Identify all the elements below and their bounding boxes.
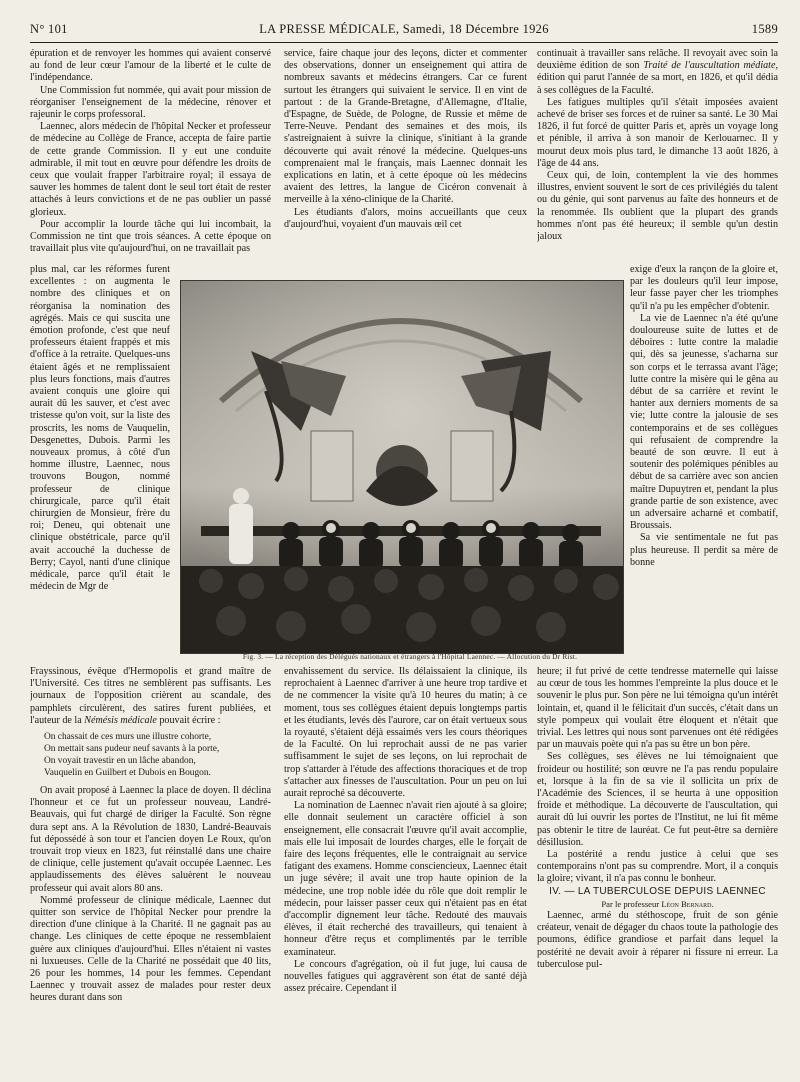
verse-line: Vauquelin en Guilbert et Dubois en Bougon. — [44, 768, 211, 779]
issue-date: Samedi, 18 Décembre 1926 — [402, 22, 549, 36]
column-2-top — [284, 48, 527, 231]
paragraph: Laennec, alors médecin de l'hôpital Necker et professeur de médecine au Collège de France, accepta de faire partie de cette grande Commission. Il y eut une conduite admirable, il mit tout en œuvre pour défendre les droits de ceux que voulait frapper l'arbitraire royal; il essaya de sauver les hommes de talent dont le seul tort était de rester attachés à leurs convictions et de ne pas oublier un passé glorieux. — [30, 121, 271, 218]
column-3-top — [537, 48, 778, 243]
header-rule — [30, 42, 778, 43]
text-run: continuait à travailler sans relâche. Il revoyait avec soin la deuxième édition de son — [537, 48, 778, 72]
column-2-bottom — [284, 666, 527, 995]
running-header — [30, 22, 778, 40]
verse-line: On mettait sans pudeur neuf savants à la porte, — [44, 744, 220, 755]
paragraph: Une Commission fut nommée, qui avait pour mission de réorganiser l'enseignement de la médecine, rénover et rajeunir le corps professoral. — [30, 84, 271, 121]
paragraph: Nommé professeur de clinique médicale, Laennec dut quitter son service de l'hôpital Necker pour prendre la direction d'une clinique à la Charité. Il ne gagnait pas au change. Les cliniques de cette époque ne ressemblaient guère aux cliniques d'aujourd'hui. Elles n'étaient ni vastes ni luxueuses. Celle de la Charité ne possédait que 40 lits, 26 pour les hommes, 14 pour les femmes. Cependant Laennec y trouvait assez de malades pour rester deux heures durant dans son — [30, 894, 271, 1004]
byline — [537, 898, 778, 910]
verse-quote — [30, 731, 271, 779]
column-1-narrow — [30, 264, 170, 593]
paragraph: Ceux qui, de loin, contemplent la vie des hommes illustres, envient souvent le sort de ces privilégiés du talent ou du génie, qui sont parvenus au faîte des honneurs et de la renommée. Ils oublient que la plupart des grands hommes n'ont pas été heureux; il semble qu'un destin jaloux — [537, 170, 778, 243]
verse-line: On chassait de ces murs une illustre cohorte, — [44, 732, 212, 743]
paragraph: Les fatigues multiples qu'il s'était imposées avaient achevé de briser ses forces et de ruiner sa santé. Le 30 Mai 1826, il fut forcé de quitter Paris et, après un voyage long et pénible, il arriva à son manoir de Kerlouarnec. Il y mourut deux mois plus tard, le dimanche 13 août 1826, à l'âge de 44 ans. — [537, 96, 778, 169]
paragraph: exige d'eux la rançon de la gloire et, par les douleurs qu'il leur impose, leur fasse payer cher les triomphes qu'il n'a pu les empêcher d'obtenir. — [630, 264, 778, 312]
text-run: pouvait écrire : — [159, 714, 221, 726]
paragraph: Ses collègues, ses élèves ne lui témoignaient que froideur ou hostilité; son œuvre ne l'a pas rendu populaire et, lorsque à la fin de sa vie il sollicita un prix de l'Académie des Sciences, il se heurta à une opposition froide et méthodique. La découverte de l'auscultation, qui aurait dû lui ouvrir les portes de l'Institut, ne lui fit même pas obtenir le titre de lauréat. Ce fut peut-être sa dernière désillusion. — [537, 751, 778, 848]
paragraph — [30, 666, 271, 727]
column-1-top — [30, 48, 271, 255]
book-title: Traité de l'auscultation médiate — [643, 60, 776, 72]
figure-caption: Fig. 3. — La réception des Délégués nationaux et étrangers à l'Hôpital Laennec. — Allocution du Dr Rist. — [242, 652, 578, 661]
column-3-bottom — [537, 666, 778, 971]
photograph-image — [181, 281, 623, 653]
paragraph: Sa vie sentimentale ne fut pas plus heureuse. Il perdit sa mère de bonne — [630, 532, 778, 568]
paragraph: Pour accomplir la lourde tâche qui lui incombait, la Commission ne tint que trois séances. A cette époque on travaillait plus vite qu'aujourd'hui, on ne travaillait pas — [30, 218, 271, 255]
section-title: IV. — LA TUBERCULOSE DEPUIS LAENNEC — [549, 885, 766, 897]
journal-title-date — [30, 22, 778, 37]
byline-prefix: Par le professeur — [601, 898, 660, 909]
paragraph: Le concours d'agrégation, où il fut juge, lui causa de nouvelles fatigues qui aggravèrent son état de santé déjà assez précaire. Cependant il — [284, 958, 527, 995]
paragraph: Les étudiants d'alors, moins accueillants que ceux d'aujourd'hui, voyaient d'un mauvais œil cet — [284, 206, 527, 230]
column-3-narrow — [630, 264, 778, 569]
paragraph: épuration et de renvoyer les hommes qui avaient conservé au fond de leur cœur l'amour de la liberté et le culte de l'indépendance. — [30, 48, 271, 84]
page-number: 1589 — [751, 22, 778, 36]
reception-photograph — [180, 280, 624, 654]
verse-line: On voyait travestir en un lâche abandon, — [44, 756, 196, 767]
paragraph: service, faire chaque jour des leçons, dicter et commenter des observations, donner un enseignement qui attira de nombreux savants et médecins étrangers. Car ce furent surtout les étrangers qui suivaient le service. Il en vint de partout : de la Grande-Bretagne, d'Allemagne, d'Italie, d'Espagne, de Suède, de Pologne, de Russie et même de Terre-Neuve. Pendant des semaines et des mois, ils s'astreignaient à suivre la clinique, s'initiant à la grande découverte qui avait rénové la médecine. Quelques-uns comprenaient mal le français, mais Laennec donnait les explications en latin, et à cette époque où les médecins avaient des lettres, la langue de Cicéron convenait à merveille à la xéno-clinique de la Charité. — [284, 48, 527, 206]
paragraph: On avait proposé à Laennec la place de doyen. Il déclina l'honneur et ce fut un professeur nouveau, Landré-Beauvais, qui fut chargé de diriger la Faculté. Son règne dura sept ans. A la Révolution de 1830, Landré-Beauvais fut dépossédé à son tour et l'ancien doyen Le Roux, qu'on trouvait trop vieux en 1823, fut réinstallé dans une chaire de clinique, celle justement qu'avait occupée Laennec. Les applaudissements des élèves saluèrent le nouveau professeur qui avait alors 80 ans. — [30, 785, 271, 894]
column-1-bottom — [30, 666, 271, 1005]
paragraph: La postérité a rendu justice à celui que ses contemporains n'ont pas su comprendre. Mort, il a conquis la gloire; vivant, il n'a pas connu le bonheur. — [537, 849, 778, 885]
journal-title: LA PRESSE MÉDICALE, — [259, 22, 400, 36]
text-run: , édition qui parut l'année de sa mort, en 1826, et qu'il dédia à ses collègues de la Faculté. — [537, 60, 778, 96]
paragraph: La nomination de Laennec n'avait rien ajouté à sa gloire; elle donnait seulement un caractère officiel à son enseignement, elle consacrait l'œuvre qu'il avait accomplie, mais elle lui imposait de lourdes charges, elle le forçait de faire des leçons fréquentes, elle le contraignait au service fatigant des examens. Homme consciencieux, Laennec était un juge sévère; il avait une trop haute opinion de la médecine, une trop noble idée du rôle que doit remplir le médecin, pour laisser passer ceux qui n'étaient pas en état d'accomplir dignement leur tâche. Redouté des mauvais élèves, il était recherché des travailleurs, qui tenaient à honneur d'être reçus et complimentés par le terrible examinateur. — [284, 800, 527, 958]
paragraph: heure; il fut privé de cette tendresse maternelle qui laisse au cœur de tous les hommes l'empreinte la plus douce et le souvenir le plus pur. Son père ne lui témoigna qu'un intérêt lointain, et, quand il le félicitait d'un succès, c'était dans un style pompeux qui voulait être éloquent et n'était que trivial. Les lettres qui nous sont parvenues ont été rédigées par un mauvais poète qui n'a pas su être un bon père. — [537, 666, 778, 751]
paragraph: Laennec, armé du stéthoscope, fruit de son génie créateur, venait de dégager du chaos toute la pathologie des poumons, édifice grandiose et parfait dans lequel la postérité ne devait avoir à réparer ni fissure ni erreur. La tuberculose pul- — [537, 910, 778, 970]
book-title: Némésis médicale — [84, 714, 157, 726]
paragraph — [537, 48, 778, 97]
issue-number: N° 101 — [30, 22, 68, 36]
paragraph: envahissement du service. Ils délaissaient la clinique, ils reprochaient à Laennec d'arriver à une heure trop tardive et de ne commencer la visite qu'à 10 heures du matin; à ce moment, tous ses collègues étaient depuis longtemps partis et les étudiants, levés dès l'aurore, car on était vertueux sous la royauté, s'étaient déjà essaimés vers les cours théoriques de la Faculté. On lui reprochait aussi de ne pas varier suffisamment le sujet de ses leçons, on lui reprochait de trop s'attarder à l'étude des affections thoraciques et de trop s'attacher aux finesses de l'auscultation. Pour un peu on lui aurait reproché sa découverte. — [284, 666, 527, 800]
author-name: Léon Bernard. — [661, 898, 714, 909]
paragraph: La vie de Laennec n'a été qu'une douloureuse suite de luttes et de déboires : lutte contre la maladie qui, dès sa jeunesse, s'acharna sur son corps et le terrassa avant l'âge; lutte contre la misère qui le gêna au début de sa carrière et revint le hanter aux derniers moments de sa vie; lutte contre la jalousie de ses contemporains et de ses collègues qui refusaient de comprendre la beauté de son œuvre. Il eut à soutenir des polémiques pénibles au début de sa carrière avec son ancien maître Dupuytren et, pendant la plus grande partie de son existence, avec un adversaire acharné et combatif, Broussais. — [630, 312, 778, 532]
paragraph: plus mal, car les réformes furent excellentes : on augmenta le nombre des cliniques et on réorganisa la nomination des agrégés. Mais ce qui suscita une émotion profonde, c'est que neuf professeurs étaient frappés et mis d'office à la retraite. Quelques-uns étaient âgés et ne remplissaient plus leurs fonctions, mais d'autres avaient conquis une gloire qui aurait dû les sauver, et c'est avec tristesse qu'on voit, sur la liste des proscrits, les noms de Vauquelin, Desgenettes, Dubois. Parmi les nouveaux promus, à côté d'un homme illustre, Laennec, nous trouvons Bougon, nommé professeur de clinique chirurgicale, parce qu'il était chirurgien de Monsieur, frère du roi; Deneu, qui obtenait une clinique obstétricale, parce qu'il avait accouché la duchesse de Berry; Cayol, nanti d'une clinique médicale, parce qu'il était le médecin de Mgr de — [30, 264, 170, 593]
text-run: Frayssinous, évêque d'Hermopolis et grand maître de l'Université. Ces titres ne semblèrent pas suffisants. Les journaux de l'opposition crièrent au scandale, des pamphlets circulèrent, des satires furent publiées, et l'auteur de la — [30, 666, 271, 726]
